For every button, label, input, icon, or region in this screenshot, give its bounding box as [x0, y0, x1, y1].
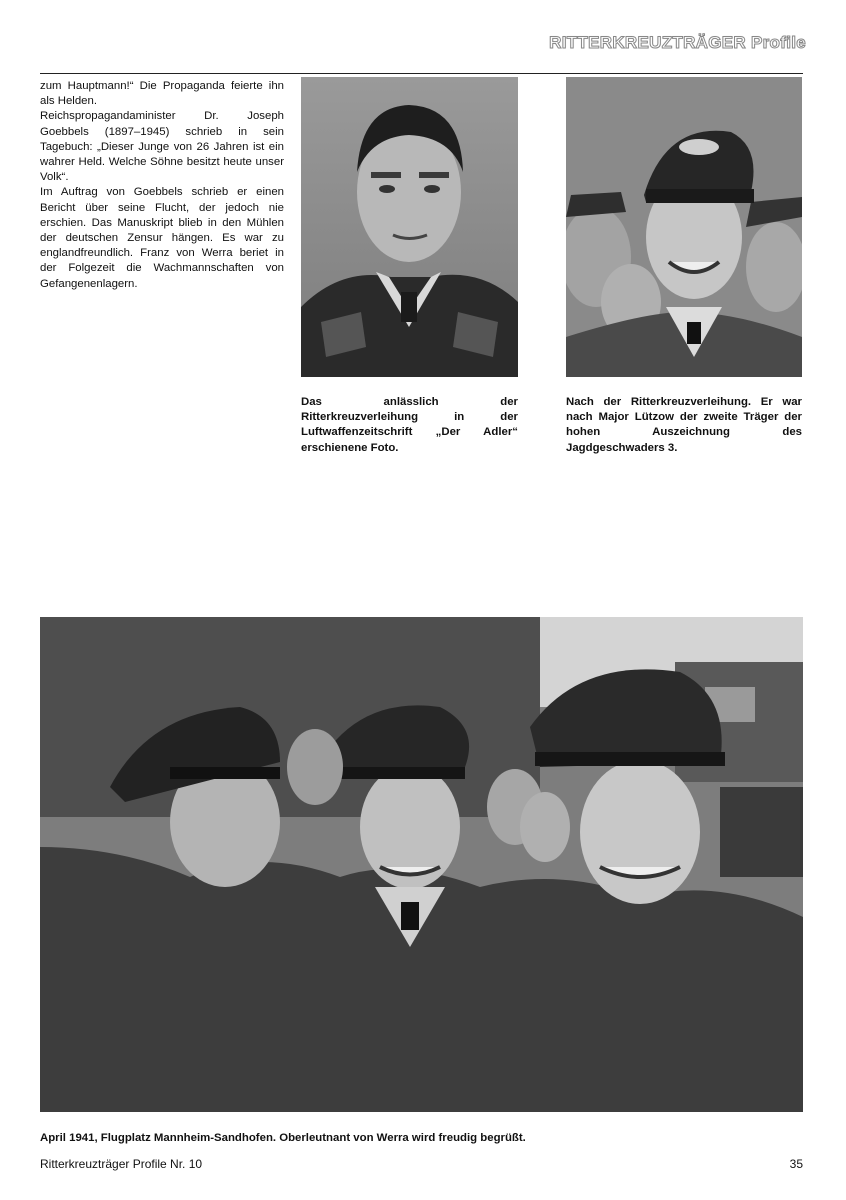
- bottom-photo-caption: April 1941, Flugplatz Mannheim-Sandhofen. Oberleutnant von Werra wird freudig begrüßt.: [40, 1132, 526, 1144]
- page-number: 35: [789, 1157, 803, 1171]
- header-rule: [40, 73, 803, 74]
- footer-publication: Ritterkreuzträger Profile Nr. 10: [40, 1157, 203, 1171]
- paragraph: Reichspropagandaminister Dr. Joseph Goebbels (1897–1945) schrieb in sein Tagebuch: „Dieser Junge von 26 Jahren ist ein wahrer Held. Welche Söhne besitzt heute unser Volk“.: [40, 110, 284, 184]
- left-photo-caption: Das anlässlich der Ritterkreuzverleihung in der Luftwaffenzeitschrift „Der Adler“ erschienene Foto.: [301, 396, 518, 454]
- body-text-column: [40, 79, 284, 292]
- running-header-title: RITTERKREUZTRÄGER Profile: [549, 33, 806, 52]
- right-photo-caption: Nach der Ritterkreuzverleihung. Er war nach Major Lützow der zweite Träger der hohen Auszeichnung des Jagdgeschwaders 3.: [566, 396, 802, 454]
- paragraph: Im Auftrag von Goebbels schrieb er einen Bericht über seine Flucht, der jedoch nie erschien. Das Manuskript blieb in den Mühlen der deutschen Zensur hängen. Es war zu englandfreundlich. Franz von Werra beriet in der Folgezeit die Wachmannschaften von Gefangenenlagern.: [40, 186, 284, 290]
- group-photo-bottom: [40, 617, 803, 1112]
- paragraph: zum Hauptmann!“ Die Propaganda feierte ihn als Helden.: [40, 80, 284, 108]
- group-photo-right: [566, 77, 802, 377]
- portrait-photo-left: [301, 77, 518, 377]
